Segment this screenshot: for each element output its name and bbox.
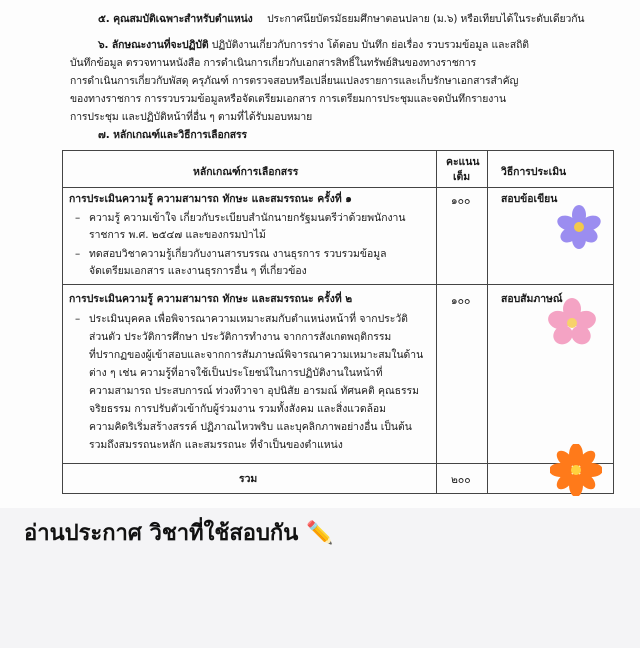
row2-line: ความคิดริเริ่มสร้างสรรค์ ปฏิภาณไหวพริบ และบุคลิกภาพอย่างอื่น เป็นต้น — [89, 421, 412, 433]
row2-line: ความสามารถ ประสบการณ์ ท่วงทีวาจา อุปนิสัย อารมณ์ ทัศนคติ คุณธรรม — [89, 385, 419, 397]
section-6-line-4: ของทางราชการ การรวบรวมข้อมูลหรือจัดเตรียมเอกสาร การเตรียมการประชุมและจดบันทึกรายงาน — [70, 93, 506, 105]
header-method: วิธีการประเมิน — [501, 166, 567, 178]
pencil-icon: ✏️ — [305, 521, 334, 546]
row2-line: รวมถึงสมรรถนะหลัก และสมรรถนะ ที่จำเป็นของตำแหน่ง — [89, 439, 343, 451]
caption-text: อ่านประกาศ วิชาที่ใช้สอบกัน — [24, 521, 299, 546]
header-criteria: หลักเกณฑ์การเลือกสรร — [193, 166, 299, 178]
header-score-line-2: เต็ม — [453, 171, 471, 183]
row1-bullet-1-line-2: ราชการ พ.ศ. ๒๕๔๗ และของกรมป่าไม้ — [89, 229, 266, 241]
row2-line: ต่าง ๆ เช่น ความรู้ที่อาจใช้เป็นประโยชน์ในการปฏิบัติงานในหน้าที่ — [89, 367, 383, 379]
row1-bullet-1-line-1: ความรู้ ความเข้าใจ เกี่ยวกับระเบียบสำนักนายกรัฐมนตรีว่าด้วยพนักงาน — [89, 212, 406, 224]
section-5-value: ประกาศนียบัตรมัธยมศึกษาตอนปลาย (ม.๖) หรือเทียบได้ในระดับเดียวกัน — [267, 13, 585, 25]
row2-line: ส่วนตัว ประวัติการศึกษา ประวัติการทำงาน จากการสังเกตพฤติกรรม — [89, 331, 392, 343]
row1-score: ๑๐๐ — [451, 195, 471, 207]
row2-title: การประเมินความรู้ ความสามารถ ทักษะ และสมรรถนะ ครั้งที่ ๒ — [69, 293, 353, 305]
row1-bullet-2-marker: – — [75, 248, 81, 260]
row1-title: การประเมินความรู้ ความสามารถ ทักษะ และสมรรถนะ ครั้งที่ ๑ — [69, 193, 352, 205]
row1-bullet-2-line-1: ทดสอบวิชาความรู้เกี่ยวกับงานสารบรรณ งานธุรการ รวบรวมข้อมูล — [89, 248, 387, 260]
row1-bullet-2-line-2: จัดเตรียมเอกสาร และงานธุรการอื่น ๆ ที่เกี่ยวข้อง — [89, 265, 307, 277]
section-5 — [98, 12, 584, 26]
row2-method: สอบสัมภาษณ์ — [501, 293, 563, 305]
section-7-label: ๗. หลักเกณฑ์และวิธีการเลือกสรร — [98, 129, 247, 141]
post-caption — [24, 515, 333, 550]
section-6-line-5: การประชุม และปฏิบัติหน้าที่อื่น ๆ ตามที่ได้รับมอบหมาย — [70, 111, 313, 123]
section-5-label: ๕. คุณสมบัติเฉพาะสำหรับตำแหน่ง — [98, 13, 253, 25]
row2-bullet-marker: – — [75, 313, 81, 325]
section-6-line-3: การดำเนินการเกี่ยวกับพัสดุ ครุภัณฑ์ การตรวจสอบหรือเปลี่ยนแปลงรายการและเก็บรักษาเอกสารสำคัญ — [70, 75, 519, 87]
section-6-line-1 — [98, 38, 529, 52]
pink-flower-icon — [548, 298, 596, 346]
row1-method: สอบข้อเขียน — [501, 193, 558, 205]
row2-line: จริยธรรม การปรับตัวเข้ากับผู้ร่วมงาน รวมทั้งสังคม และสิ่งแวดล้อม — [89, 403, 387, 415]
header-score-line-1: คะแนน — [446, 156, 480, 168]
orange-flower-icon — [550, 444, 602, 496]
row2-line: ประเมินบุคคล เพื่อพิจารณาความเหมาะสมกับตำแหน่งหน้าที่ จากประวัติ — [89, 313, 408, 325]
selection-criteria-table — [62, 150, 614, 494]
row2-line: ที่ปรากฏของผู้เข้าสอบและจากการสัมภาษณ์พิจารณาความเหมาะสมในด้าน — [89, 349, 424, 361]
row2-score: ๑๐๐ — [451, 295, 471, 307]
section-6-label: ๖. ลักษณะงานที่จะปฏิบัติ — [98, 39, 209, 51]
total-score: ๒๐๐ — [451, 474, 471, 486]
purple-flower-icon — [556, 204, 602, 250]
row1-bullet-1-marker: – — [75, 212, 81, 224]
section-6-line-2: บันทึกข้อมูล ตรวจทานหนังสือ การดำเนินการเกี่ยวกับเอกสารสิทธิ์ในทรัพย์สินของทางราชการ — [70, 57, 477, 69]
total-label: รวม — [239, 473, 258, 485]
section-6-text-1: ปฏิบัติงานเกี่ยวกับการร่าง โต้ตอบ บันทึก ย่อเรื่อง รวบรวมข้อมูล และสถิติ — [211, 39, 529, 51]
